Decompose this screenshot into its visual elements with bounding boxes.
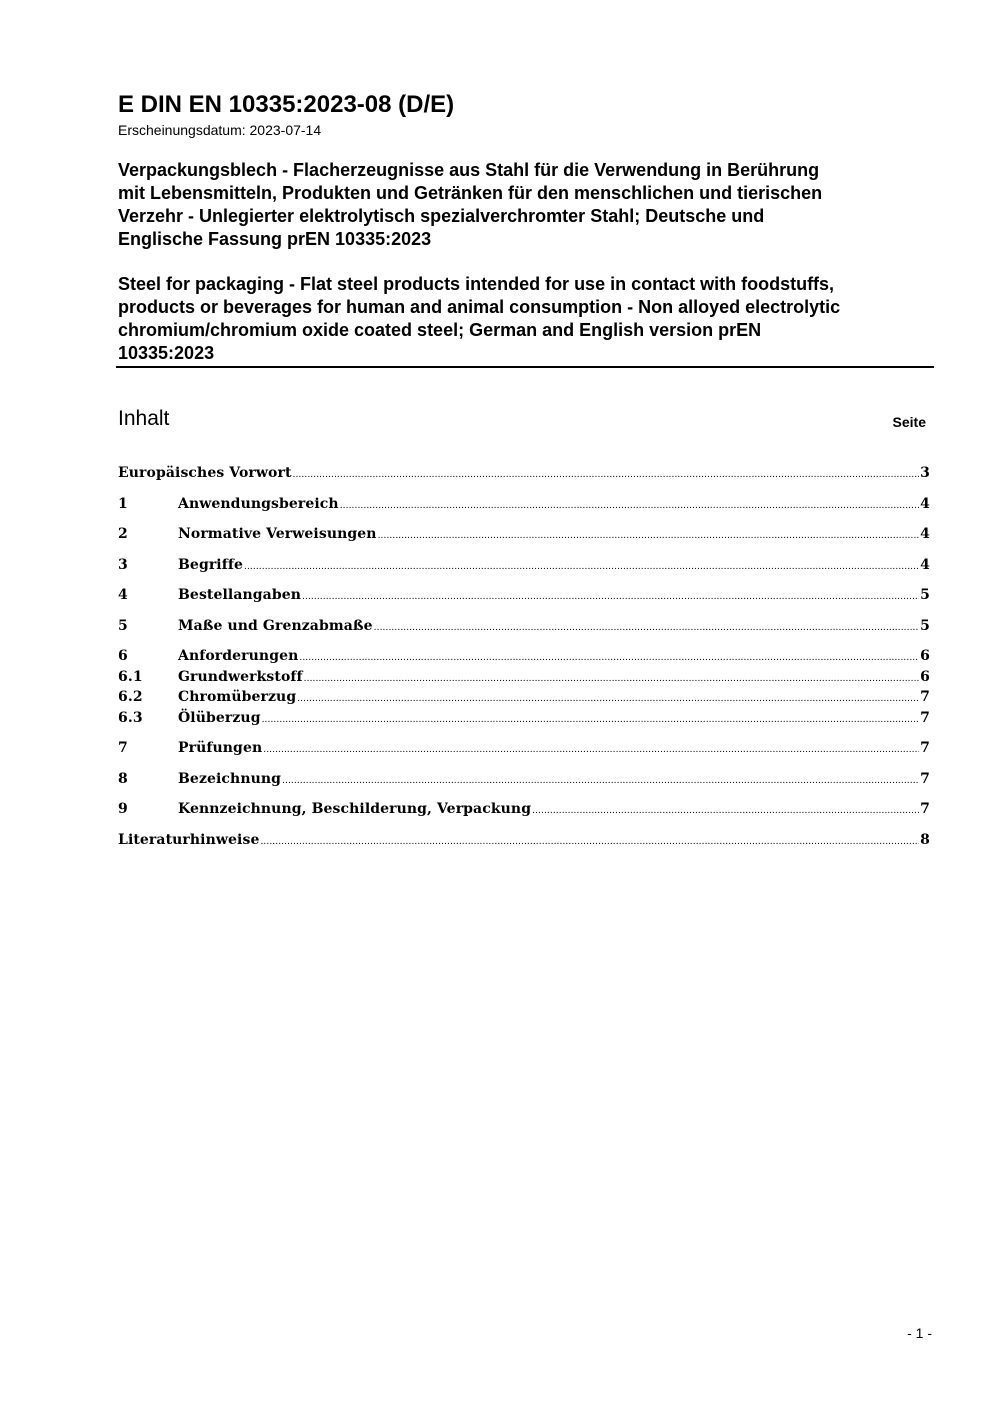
table-of-contents xyxy=(118,463,930,850)
toc-entry-title: Grundwerkstoff xyxy=(178,668,303,685)
toc-entry-number: 6.1 xyxy=(118,668,143,685)
toc-entry[interactable] xyxy=(118,524,930,545)
toc-entry-number: 6 xyxy=(118,648,128,664)
toc-entry-number: 8 xyxy=(118,770,128,787)
toc-leader-dots xyxy=(282,769,919,792)
toc-entry[interactable] xyxy=(118,708,930,729)
toc-leader-dots xyxy=(340,494,919,517)
toc-entry-number: 4 xyxy=(118,587,128,603)
toc-page-column-label: Seite xyxy=(892,414,926,430)
toc-entry-number: 7 xyxy=(118,740,128,756)
title-german-line: Englische Fassung prEN 10335:2023 xyxy=(118,229,432,249)
title-english-line: 10335:2023 xyxy=(118,343,215,363)
toc-entry-number: 9 xyxy=(118,801,128,817)
toc-entry-page: 4 xyxy=(920,556,930,573)
toc-entry-number: 5 xyxy=(118,617,128,634)
toc-entry-number: 6.3 xyxy=(118,709,143,726)
toc-leader-dots xyxy=(378,524,920,547)
toc-entry-title: Literaturhinweise xyxy=(118,831,260,848)
toc-heading: Inhalt xyxy=(118,407,170,430)
title-english-line: chromium/chromium oxide coated steel; German and English version prEN xyxy=(118,320,762,340)
toc-entry-page: 7 xyxy=(920,801,930,817)
toc-entry-title: Maße und Grenzabmaße xyxy=(178,617,373,634)
toc-entry[interactable] xyxy=(118,738,930,759)
title-english-line: Steel for packaging - Flat steel products intended for use in contact with foodstuffs, xyxy=(118,274,835,294)
toc-entry[interactable] xyxy=(118,646,930,667)
toc-leader-dots xyxy=(262,708,920,731)
toc-entry-page: 5 xyxy=(920,587,930,603)
toc-entry[interactable] xyxy=(118,687,930,708)
toc-leader-dots xyxy=(293,463,920,486)
toc-entry-title: Kennzeichnung, Beschilderung, Verpackung xyxy=(178,801,532,817)
toc-entry[interactable] xyxy=(118,616,930,637)
toc-entry[interactable] xyxy=(118,667,930,688)
title-german xyxy=(118,159,934,251)
toc-entry-title: Anforderungen xyxy=(178,648,299,664)
toc-entry-page: 3 xyxy=(920,465,930,481)
toc-entry-page: 6 xyxy=(920,648,930,664)
toc-entry[interactable] xyxy=(118,830,930,851)
toc-entry-page: 7 xyxy=(920,740,930,756)
toc-entry-page: 4 xyxy=(920,495,930,512)
toc-entry-page: 7 xyxy=(920,770,930,787)
toc-entry-title: Normative Verweisungen xyxy=(178,526,377,542)
toc-entry-title: Bestellangaben xyxy=(178,587,302,603)
toc-leader-dots xyxy=(302,585,919,608)
toc-entry-title: Chromüberzug xyxy=(178,689,297,705)
toc-entry[interactable] xyxy=(118,585,930,606)
toc-leader-dots xyxy=(244,555,919,578)
toc-leader-dots xyxy=(532,799,919,822)
document-id: E DIN EN 10335:2023-08 (D/E) xyxy=(118,91,455,118)
toc-leader-dots xyxy=(297,687,919,710)
toc-entry[interactable] xyxy=(118,555,930,576)
toc-entry-number: 3 xyxy=(118,556,128,573)
toc-entry[interactable] xyxy=(118,494,930,515)
title-german-line: Verpackungsblech - Flacherzeugnisse aus Stahl für die Verwendung in Berührung xyxy=(118,160,820,180)
toc-entry-page: 8 xyxy=(920,831,930,848)
toc-leader-dots xyxy=(304,667,920,690)
toc-entry-title: Europäisches Vorwort xyxy=(118,465,292,481)
toc-entry[interactable] xyxy=(118,799,930,820)
toc-leader-dots xyxy=(374,616,919,639)
toc-entry-number: 1 xyxy=(118,495,128,512)
toc-entry[interactable] xyxy=(118,463,930,484)
toc-entry-page: 7 xyxy=(920,689,930,705)
page-number: - 1 - xyxy=(907,1325,932,1341)
toc-leader-dots xyxy=(299,646,919,669)
toc-entry-title: Prüfungen xyxy=(178,740,263,756)
toc-entry-page: 4 xyxy=(920,526,930,542)
toc-entry[interactable] xyxy=(118,769,930,790)
toc-entry-title: Bezeichnung xyxy=(178,770,282,787)
toc-entry-number: 2 xyxy=(118,526,128,542)
toc-entry-page: 6 xyxy=(920,668,930,685)
toc-entry-page: 7 xyxy=(920,709,930,726)
toc-entry-title: Ölüberzug xyxy=(178,709,261,726)
publication-date: Erscheinungsdatum: 2023-07-14 xyxy=(118,122,322,138)
toc-entry-number: 6.2 xyxy=(118,689,143,705)
toc-entry-title: Begriffe xyxy=(178,556,243,573)
title-german-line: mit Lebensmitteln, Produkten und Getränken für den menschlichen und tierischen xyxy=(118,183,823,203)
toc-leader-dots xyxy=(263,738,919,761)
title-english-line: products or beverages for human and animal consumption - Non alloyed electrolytic xyxy=(118,297,841,317)
title-english xyxy=(118,273,934,365)
title-german-line: Verzehr - Unlegierter elektrolytisch spezialverchromter Stahl; Deutsche und xyxy=(118,206,765,226)
toc-leader-dots xyxy=(260,830,919,853)
title-divider xyxy=(116,366,934,368)
toc-entry-page: 5 xyxy=(920,617,930,634)
toc-entry-title: Anwendungsbereich xyxy=(178,495,339,512)
